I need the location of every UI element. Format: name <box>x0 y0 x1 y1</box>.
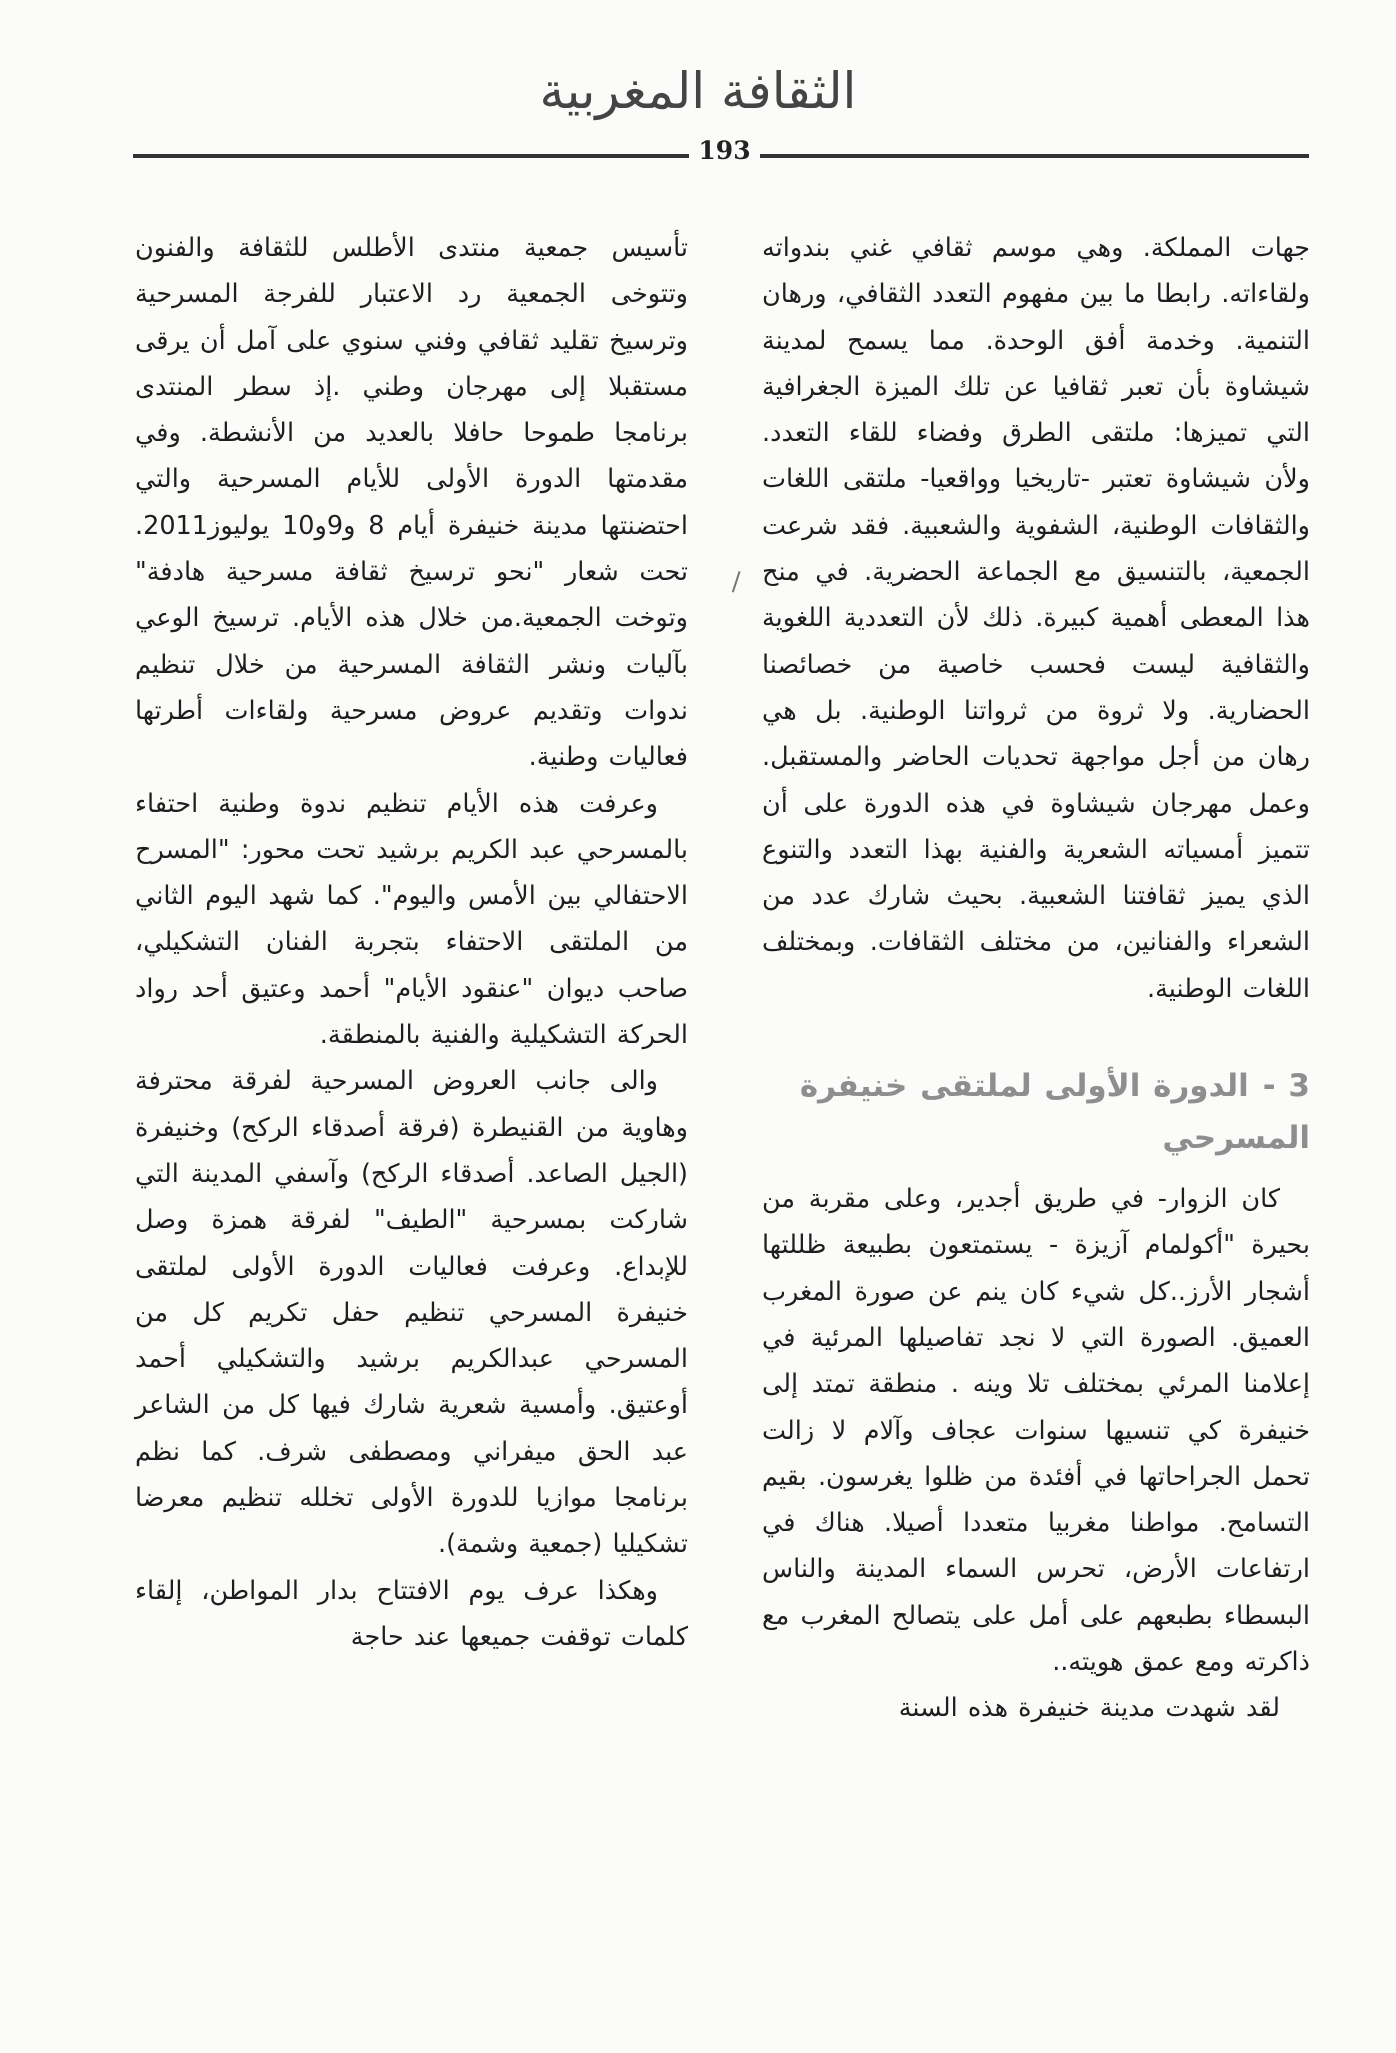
left-paragraph-2: وعرفت هذه الأيام تنظيم ندوة وطنية احتفاء بالمسرحي عبد الكريم برشيد تحت محور: "المسرح الاحتفالي بين الأمس واليوم". كما شهد اليوم الثاني من الملتقى الاحتفاء بتجربة الفنان التشكيلي، صاحب ديوان "عنقود الأيام" أحمد وعتيق أحد رواد الحركة التشكيلية والفنية بالمنطقة. <box>135 788 688 1051</box>
journal-title: الثقافة المغربية <box>539 62 857 120</box>
right-paragraph-2: كان الزوار- في طريق أجدير، وعلى مقربة من بحيرة "أكولمام آزيزة - يستمتعون بطبيعة ظللتها أشجار الأرز..كل شيء كان ينم عن صورة المغرب العميق. الصورة التي لا نجد تفاصيلها المرئية في إعلامنا المرئي بمختلف تلا وينه . منطقة تمتد إلى خنيفرة كي تنسيها سنوات عجاف وآلام لا زالت تحمل الجراحاتها في أفئدة من ظلوا يغرسون. بقيم التسامح. مواطنا مغربيا متعددا أصيلا. هناك في ارتفاعات الأرض، تحرس السماء المدينة والناس البسطاء بطبعهم على أمل على يتصالح المغرب مع ذاكرته ومع عمق هويته.. <box>762 1184 1310 1678</box>
section-heading <box>762 1060 1310 1164</box>
section-title: الدورة الأولى لملتقى خنيفرة المسرحي <box>799 1068 1310 1157</box>
left-paragraph-3: والى جانب العروض المسرحية لفرقة محترفة وهاوية من القنيطرة (فرقة أصدقاء الركح) وخنيفرة (الجيل الصاعد. أصدقاء الركح) وآسفي المدينة التي شاركت بمسرحية "الطيف" لفرقة همزة وصل للإبداع. وعرفت فعاليات الدورة الأولى لملتقى خنيفرة المسرحي تنظيم حفل تكريم كل من المسرحي عبدالكريم برشيد والتشكيلي أحمد أوعتيق. وأمسية شعرية شارك فيها كل من الشاعر عبد الحق ميفراني ومصطفى شرف. كما نظم برنامجا موازيا للدورة الأولى تخلله تنظيم معرضا تشكيليا (جمعية وشمة). <box>135 1066 688 1560</box>
left-column <box>135 225 688 1660</box>
margin-pencil-mark <box>732 571 748 595</box>
header-rule-right <box>760 154 1309 158</box>
page-number: 193 <box>698 136 751 165</box>
section-number: 3 - <box>1262 1068 1310 1105</box>
right-paragraph-1: جهات المملكة. وهي موسم ثقافي غني بندواته ولقاءاته. رابطا ما بين مفهوم التعدد الثقافي، ورهان التنمية. وخدمة أفق الوحدة. مما يسمح لمدينة شيشاوة بأن تعبر ثقافيا عن تلك الميزة الجغرافية التي تميزها: ملتقى الطرق وفضاء للقاء التعدد. ولأن شيشاوة تعتبر -تاريخيا وواقعيا- ملتقى اللغات والثقافات الوطنية، الشفوية والشعبية. فقد شرعت الجمعية، بالتنسيق مع الجماعة الحضرية. في منح هذا المعطى أهمية كبيرة. ذلك لأن التعددية اللغوية والثقافية ليست فحسب خاصية من خصائصنا الحضارية. ولا ثروة من ثرواتنا الوطنية. بل هي رهان من أجل مواجهة تحديات الحاضر والمستقبل. وعمل مهرجان شيشاوة في هذه الدورة على أن تتميز أمسياته الشعرية والفنية بهذا التعدد والتنوع الذي يميز ثقافتنا الشعبية. بحيث شارك عدد من الشعراء والفنانين، من مختلف الثقافات. وبمختلف اللغات الوطنية. <box>762 233 1310 1004</box>
left-paragraph-4: وهكذا عرف يوم الافتتاح بدار المواطن، إلقاء كلمات توقفت جميعها عند حاجة <box>135 1575 688 1652</box>
header-rule-left <box>133 154 689 158</box>
left-paragraph-1: تأسيس جمعية منتدى الأطلس للثقافة والفنون وتتوخى الجمعية رد الاعتبار للفرجة المسرحية وترسيخ تقليد ثقافي وفني سنوي على آمل أن يرقى مستقبلا إلى مهرجان وطني .إذ سطر المنتدى برنامجا طموحا حافلا بالعديد من الأنشطة. وفي مقدمتها الدورة الأولى للأيام المسرحية والتي احتضنتها مدينة خنيفرة أيام 8 و9و10 يوليوز2011. تحت شعار "نحو ترسيخ ثقافة مسرحية هادفة" وتوخت الجمعية.من خلال هذه الأيام. ترسيخ الوعي بآليات ونشر الثقافة المسرحية من خلال تنظيم ندوات وتقديم عروض مسرحية ولقاءات أطرتها فعاليات وطنية. <box>135 233 689 773</box>
right-column <box>762 225 1310 1732</box>
right-paragraph-3: لقد شهدت مدينة خنيفرة هذه السنة <box>898 1693 1280 1724</box>
